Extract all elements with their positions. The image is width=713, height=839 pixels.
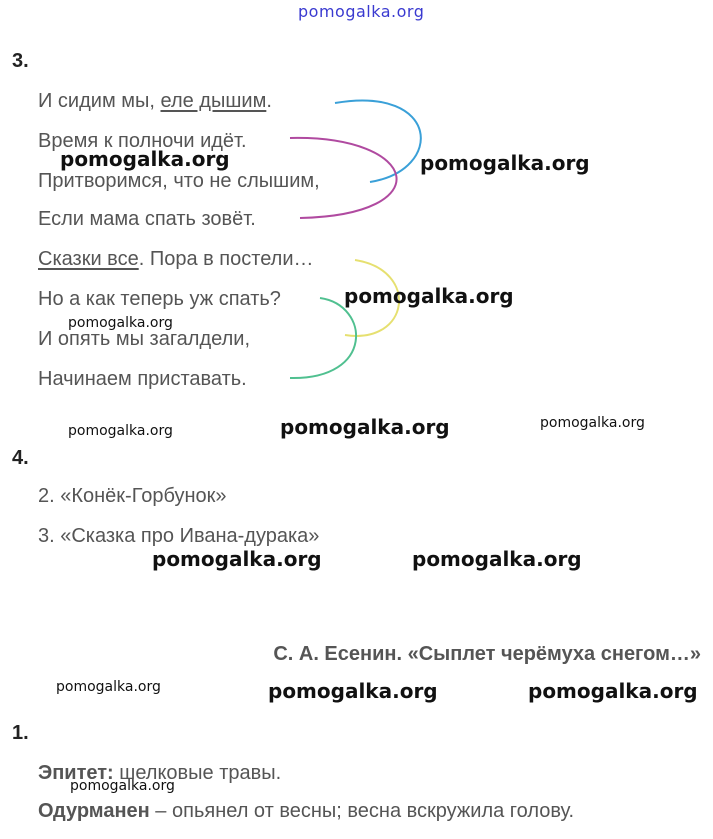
poem-line-7: И опять мы загалдели,: [38, 328, 251, 350]
watermark: pomogalka.org: [56, 679, 161, 695]
odurmanen-line: [38, 800, 574, 823]
poem-line-8: Начинаем приставать.: [38, 368, 247, 390]
epithet-term: Эпитет:: [38, 762, 114, 784]
poem-line-6: Но а как теперь уж спать?: [38, 288, 281, 310]
poem-line-1-after: .: [266, 90, 272, 112]
task-4-item-1: 2. «Конёк-Горбунок»: [38, 485, 227, 507]
section-title: С. А. Есенин. «Сыплет черёмуха снегом…»: [273, 643, 701, 665]
rhyme-arc-green: [290, 298, 356, 378]
task-4-number: 4.: [12, 447, 29, 469]
poem-line-5-after: . Пора в постели…: [138, 248, 314, 270]
watermark: pomogalka.org: [70, 778, 175, 794]
watermark: pomogalka.org: [68, 315, 173, 331]
poem-line-1-text: И сидим мы,: [38, 90, 161, 112]
header-site-link[interactable]: pomogalka.org: [298, 2, 425, 21]
watermark: pomogalka.org: [60, 147, 230, 171]
odurmanen-term: Одурманен: [38, 800, 150, 822]
poem-line-5-underlined: Сказки все: [38, 248, 139, 270]
task-4-item-2: 3. «Сказка про Ивана-дурака»: [38, 525, 320, 547]
poem-line-1-underlined: еле дышим: [160, 90, 267, 112]
task-1-number: 1.: [12, 722, 29, 744]
poem-line-4: Если мама спать зовёт.: [38, 208, 256, 230]
watermark: pomogalka.org: [68, 423, 173, 439]
watermark: pomogalka.org: [268, 679, 438, 703]
watermark: pomogalka.org: [540, 415, 645, 431]
rhyme-arc-blue: [335, 101, 421, 182]
task-3-number: 3.: [12, 50, 29, 72]
poem-line-3: Притворимся, что не слышим,: [38, 170, 320, 192]
watermark: pomogalka.org: [528, 679, 698, 703]
odurmanen-text: – опьянел от весны; весна вскружила голову.: [149, 800, 575, 822]
watermark: pomogalka.org: [152, 547, 322, 571]
poem-line-2: Время к полночи идёт.: [38, 130, 247, 152]
watermark: pomogalka.org: [412, 547, 582, 571]
epithet-text: шелковые травы.: [113, 762, 282, 784]
rhyme-arc-purple: [290, 138, 397, 218]
watermark: pomogalka.org: [344, 284, 514, 308]
watermark: pomogalka.org: [420, 151, 590, 175]
watermark: pomogalka.org: [280, 415, 450, 439]
